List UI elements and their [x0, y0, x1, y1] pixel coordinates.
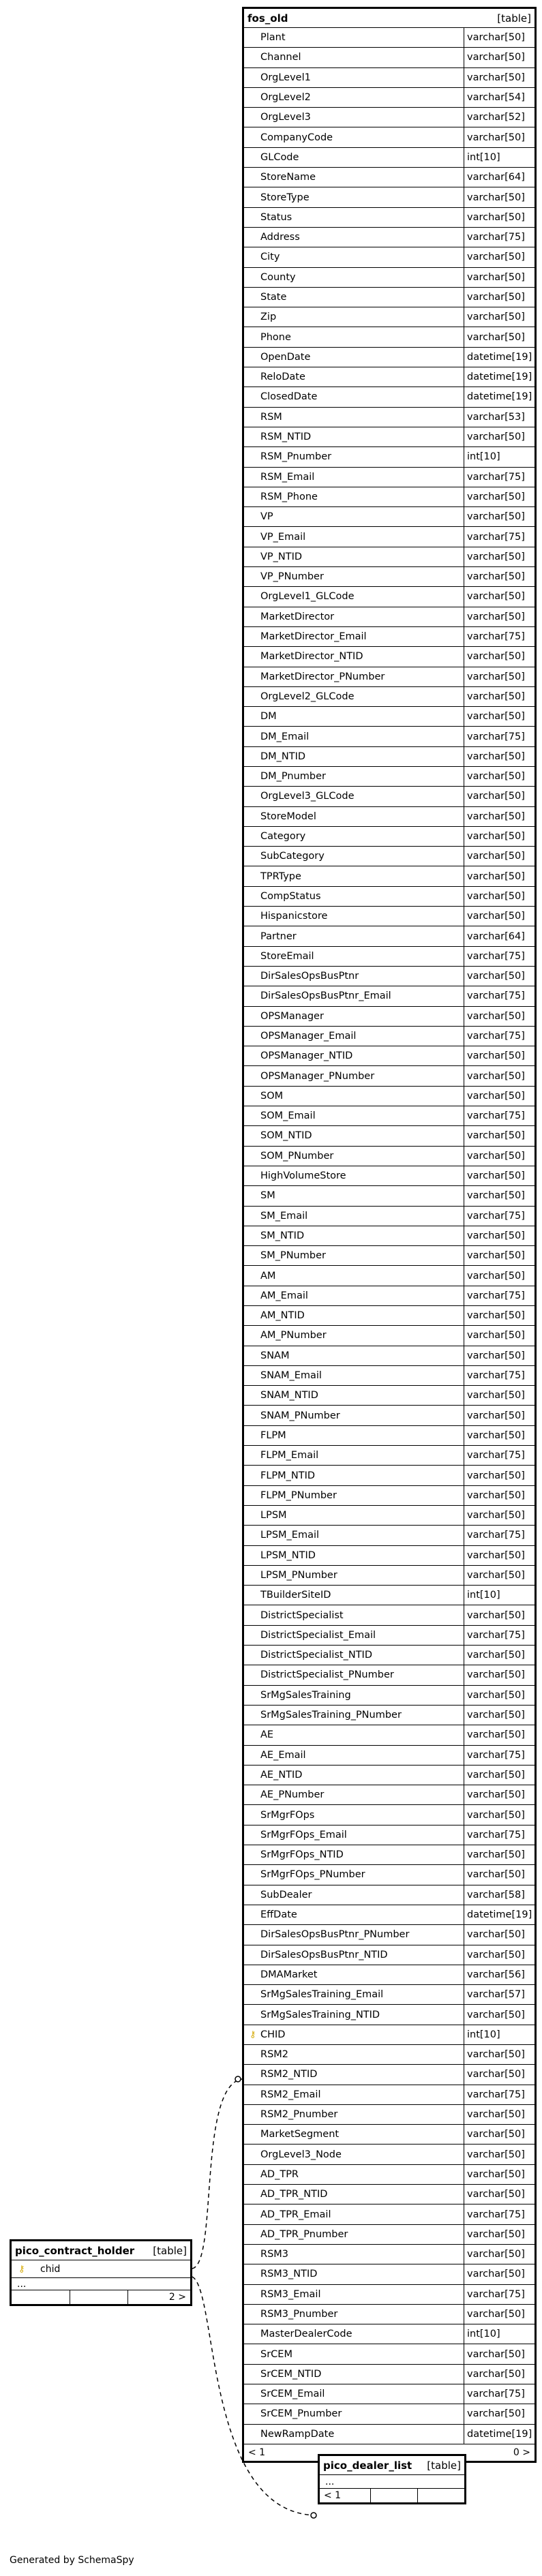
column-name: StoreEmail [244, 947, 464, 966]
column-name: SOM_PNumber [244, 1147, 464, 1166]
column-name: MarketDirector [244, 607, 464, 626]
table-kind: [table] [153, 2244, 187, 2257]
column-type: varchar[54] [467, 92, 525, 104]
column-name: SrCEM_NTID [244, 2365, 464, 2384]
column-type: varchar[50] [467, 1230, 525, 1241]
column-name: RSM3_NTID [244, 2264, 464, 2284]
column-type: varchar[50] [467, 132, 525, 143]
column-type: varchar[50] [467, 870, 525, 882]
column-type: varchar[75] [467, 1370, 525, 1382]
column-type: varchar[75] [467, 2288, 525, 2300]
column-name: VP [244, 507, 464, 526]
column-name: CompanyCode [244, 127, 464, 147]
column-name: DistrictSpecialist_PNumber [244, 1665, 464, 1684]
column-type: varchar[50] [467, 1310, 525, 1322]
column-name: SNAM_NTID [244, 1386, 464, 1405]
column-type: varchar[50] [467, 1710, 525, 1721]
column-type: varchar[50] [467, 1849, 525, 1861]
column-type: int[10] [467, 151, 500, 163]
column-name: SrMgSalesTraining [244, 1686, 464, 1705]
column-name: DirSalesOpsBusPtnr_NTID [244, 1945, 464, 1965]
key-icon: ⚷ [18, 2264, 25, 2274]
column-type: varchar[75] [467, 1530, 525, 1541]
column-name: RSM_NTID [244, 427, 464, 446]
column-name: SNAM_Email [244, 1366, 464, 1385]
column-name: FLPM_Email [244, 1446, 464, 1465]
column-name: VP_NTID [244, 547, 464, 566]
column-type: int[10] [467, 2329, 500, 2340]
column-type: varchar[75] [467, 631, 525, 643]
column-name: FLPM [244, 1426, 464, 1445]
column-name: ReloDate [244, 367, 464, 387]
column-name: DM_Pnumber [244, 767, 464, 786]
column-type: varchar[50] [467, 1570, 525, 1581]
column-name: AE_NTID [244, 1766, 464, 1785]
column-type: varchar[50] [467, 1549, 525, 1561]
column-name: RSM2_Pnumber [244, 2105, 464, 2124]
column-name: Status [244, 208, 464, 227]
column-name: Plant [244, 28, 464, 47]
column-type: datetime[19] [467, 2428, 532, 2440]
column-type: varchar[50] [467, 611, 525, 622]
column-name: SrCEM_Email [244, 2384, 464, 2404]
column-type: varchar[50] [467, 1070, 525, 1082]
column-name: VP_PNumber [244, 567, 464, 586]
column-name: RSM2_Email [244, 2085, 464, 2104]
column-name: MarketSegment [244, 2125, 464, 2144]
column-type: varchar[50] [467, 2249, 525, 2260]
table-name[interactable]: pico_contract_holder [15, 2244, 135, 2257]
column-type: varchar[50] [467, 2348, 525, 2360]
column-type: datetime[19] [467, 391, 532, 403]
column-name: AD_TPR_NTID [244, 2185, 464, 2204]
column-name: SrMgSalesTraining_Email [244, 1985, 464, 2004]
column-name: Channel [244, 48, 464, 67]
column-type: varchar[50] [467, 2009, 525, 2020]
column-type: varchar[75] [467, 2389, 525, 2400]
column-type: varchar[50] [467, 1789, 525, 1801]
column-name: LPSM_NTID [244, 1546, 464, 1565]
column-type: varchar[50] [467, 1729, 525, 1741]
column-name: State [244, 288, 464, 307]
column-name: OPSManager_Email [244, 1027, 464, 1046]
column-type: varchar[75] [467, 731, 525, 742]
column-name: SM_Email [244, 1207, 464, 1226]
column-type: varchar[53] [467, 411, 525, 423]
column-type: varchar[50] [467, 1510, 525, 1521]
column-name: DM [244, 707, 464, 726]
column-type: varchar[52] [467, 112, 525, 123]
column-type: varchar[50] [467, 331, 525, 343]
column-type: varchar[50] [467, 2109, 525, 2121]
column-name: DM_Email [244, 727, 464, 746]
column-name: SOM_NTID [244, 1126, 464, 1145]
column-type: varchar[50] [467, 1489, 525, 1501]
column-name: OrgLevel2_GLCode [244, 687, 464, 706]
column-type: datetime[19] [467, 372, 532, 383]
column-type: varchar[50] [467, 2149, 525, 2160]
column-name: MarketDirector_Email [244, 627, 464, 646]
column-type: varchar[50] [467, 791, 525, 802]
column-type: varchar[50] [467, 890, 525, 902]
column-name: AM_NTID [244, 1306, 464, 1325]
column-type: varchar[50] [467, 1869, 525, 1881]
column-name: Partner [244, 926, 464, 945]
column-name: RSM2_NTID [244, 2065, 464, 2084]
column-name: RSM [244, 408, 464, 427]
children-link[interactable]: 2 > [168, 2292, 187, 2303]
column-name: StoreType [244, 187, 464, 207]
column-type: varchar[75] [467, 1629, 525, 1641]
column-name: City [244, 247, 464, 267]
column-type: varchar[50] [467, 192, 525, 203]
column-type: varchar[75] [467, 2089, 525, 2100]
column-name: chid [40, 2263, 61, 2275]
column-type: varchar[50] [467, 1609, 525, 1621]
column-type: varchar[50] [467, 1410, 525, 1421]
column-type: varchar[50] [467, 671, 525, 682]
column-name: AM_Email [244, 1286, 464, 1305]
column-type: varchar[50] [467, 1809, 525, 1821]
column-name: RSM_Email [244, 468, 464, 487]
column-name: OpenDate [244, 348, 464, 367]
column-type: varchar[75] [467, 471, 525, 483]
column-type: varchar[50] [467, 1130, 525, 1142]
table-kind: [table] [497, 12, 531, 25]
column-type: varchar[50] [467, 2228, 525, 2240]
column-type: varchar[75] [467, 990, 525, 1002]
column-name: FLPM_NTID [244, 1466, 464, 1485]
column-type: varchar[50] [467, 511, 525, 523]
column-type: varchar[50] [467, 2129, 525, 2140]
column-type: int[10] [467, 1590, 500, 1601]
column-type: varchar[50] [467, 1050, 525, 1062]
column-type: varchar[50] [467, 2408, 525, 2420]
column-name: DirSalesOpsBusPtnr_Email [244, 986, 464, 1005]
column-name: SM_PNumber [244, 1246, 464, 1265]
column-type: varchar[50] [467, 2308, 525, 2320]
column-type: varchar[57] [467, 1989, 525, 2001]
column-type: varchar[75] [467, 232, 525, 243]
column-type: varchar[75] [467, 1030, 525, 1042]
column-name: SOM_Email [244, 1106, 464, 1125]
column-name: SrCEM_Pnumber [244, 2404, 464, 2423]
column-type: varchar[75] [467, 1210, 525, 1222]
column-type: varchar[50] [467, 711, 525, 723]
column-name: SrMgrFOps_PNumber [244, 1865, 464, 1884]
column-type: varchar[75] [467, 1829, 525, 1840]
column-type: varchar[50] [467, 252, 525, 263]
column-name: SrMgSalesTraining_PNumber [244, 1706, 464, 1725]
column-name: HighVolumeStore [244, 1166, 464, 1185]
column-type: varchar[50] [467, 810, 525, 822]
column-name: County [244, 268, 464, 287]
column-type: varchar[50] [467, 1170, 525, 1182]
column-name: RSM3 [244, 2245, 464, 2264]
column-name: OrgLevel2 [244, 88, 464, 107]
column-name: LPSM_Email [244, 1526, 464, 1545]
column-name: CHID ⚷ [244, 2025, 464, 2044]
parents-link[interactable]: < 1 [320, 2489, 371, 2502]
column-name: Address [244, 228, 464, 247]
column-name: OrgLevel3_Node [244, 2145, 464, 2164]
column-type: varchar[50] [467, 1350, 525, 1361]
column-type: varchar[50] [467, 431, 525, 443]
more-columns: ... [12, 2278, 190, 2290]
column-name: AD_TPR_Email [244, 2204, 464, 2224]
column-name: DMAMarket [244, 1965, 464, 1984]
column-name: Hispanicstore [244, 907, 464, 926]
column-name: LPSM [244, 1506, 464, 1525]
column-name: OPSManager_PNumber [244, 1066, 464, 1085]
column-name: RSM2 [244, 2045, 464, 2064]
column-name: DirSalesOpsBusPtnr [244, 967, 464, 986]
column-name: MarketDirector_NTID [244, 647, 464, 666]
column-type: varchar[50] [467, 271, 525, 283]
column-type: varchar[50] [467, 292, 525, 303]
column-name: TPRType [244, 866, 464, 885]
column-type: varchar[50] [467, 971, 525, 982]
generated-by-label: Generated by SchemaSpy [10, 2555, 134, 2566]
column-name: AM_PNumber [244, 1326, 464, 1345]
more-columns: ... [320, 2475, 464, 2489]
column-type: varchar[50] [467, 1270, 525, 1282]
column-name: RSM_Pnumber [244, 447, 464, 466]
column-name: SrMgrFOps_NTID [244, 1845, 464, 1864]
column-name: OPSManager [244, 1007, 464, 1026]
column-name: SubDealer [244, 1885, 464, 1905]
column-name: CompStatus [244, 887, 464, 906]
parents-link[interactable]: < 1 [248, 2446, 266, 2458]
column-type: varchar[56] [467, 1969, 525, 1980]
column-name: AD_TPR [244, 2165, 464, 2184]
column-type: varchar[64] [467, 172, 525, 183]
relationship-line-contract-holder [192, 2079, 242, 2269]
column-type: varchar[50] [467, 1769, 525, 1781]
column-name: SrMgSalesTraining_NTID [244, 2005, 464, 2024]
column-type: varchar[50] [467, 491, 525, 502]
column-type: varchar[50] [467, 771, 525, 783]
column-name: OrgLevel1_GLCode [244, 587, 464, 606]
column-type: varchar[75] [467, 950, 525, 962]
column-name: Category [244, 827, 464, 846]
column-name: MarketDirector_PNumber [244, 667, 464, 686]
column-type: varchar[50] [467, 1470, 525, 1481]
column-type: varchar[50] [467, 691, 525, 702]
column-name: VP_Email [244, 527, 464, 546]
column-name: SNAM [244, 1346, 464, 1365]
column-type: varchar[50] [467, 1150, 525, 1162]
column-type: varchar[50] [467, 52, 525, 63]
column-name: GLCode [244, 148, 464, 167]
column-name: ClosedDate [244, 387, 464, 406]
column-name: StoreModel [244, 807, 464, 826]
column-type: varchar[50] [467, 2168, 525, 2180]
column-type: varchar[75] [467, 1450, 525, 1461]
column-type: varchar[50] [467, 1330, 525, 1342]
column-name: SNAM_PNumber [244, 1406, 464, 1425]
column-name: RSM_Phone [244, 487, 464, 506]
column-name: AM [244, 1266, 464, 1285]
column-type: varchar[50] [467, 591, 525, 603]
column-type: varchar[50] [467, 2049, 525, 2061]
column-name: OrgLevel1 [244, 68, 464, 87]
column-type: int[10] [467, 451, 500, 463]
column-type: varchar[50] [467, 32, 525, 44]
relationship-end-marker [311, 2513, 316, 2518]
column-name: LPSM_PNumber [244, 1566, 464, 1585]
column-type: int[10] [467, 2029, 500, 2040]
column-name: MasterDealerCode [244, 2324, 464, 2344]
column-type: datetime[19] [467, 1909, 532, 1921]
column-name: AD_TPR_Pnumber [244, 2225, 464, 2244]
column-type: varchar[50] [467, 1090, 525, 1102]
column-type: varchar[50] [467, 1689, 525, 1701]
column-name: DistrictSpecialist_Email [244, 1626, 464, 1645]
column-name: AE_Email [244, 1746, 464, 1765]
column-type: varchar[75] [467, 1290, 525, 1301]
column-name: StoreName [244, 168, 464, 187]
column-type: varchar[50] [467, 2269, 525, 2280]
column-type: varchar[58] [467, 1889, 525, 1900]
column-name: SubCategory [244, 847, 464, 866]
children-link[interactable]: 0 > [513, 2446, 530, 2458]
column-type: varchar[50] [467, 831, 525, 843]
column-type: varchar[50] [467, 2368, 525, 2380]
column-name: OrgLevel3_GLCode [244, 787, 464, 806]
column-type: varchar[50] [467, 851, 525, 862]
relationship-end-marker [235, 2076, 241, 2082]
column-type: varchar[50] [467, 651, 525, 663]
column-type: datetime[19] [467, 351, 532, 363]
column-type: varchar[75] [467, 2209, 525, 2220]
column-type: varchar[75] [467, 1110, 525, 1122]
column-type: varchar[50] [467, 911, 525, 922]
column-type: varchar[50] [467, 72, 525, 83]
column-name: SOM [244, 1087, 464, 1106]
column-name: EffDate [244, 1905, 464, 1924]
column-type: varchar[50] [467, 751, 525, 762]
column-name: SM [244, 1186, 464, 1205]
column-type: varchar[50] [467, 1010, 525, 1022]
column-type: varchar[50] [467, 1250, 525, 1262]
column-name: Zip [244, 307, 464, 327]
column-name: SM_NTID [244, 1226, 464, 1245]
column-type: varchar[50] [467, 1669, 525, 1681]
column-type: varchar[50] [467, 1650, 525, 1661]
column-type: varchar[50] [467, 211, 525, 223]
column-type: varchar[50] [467, 1390, 525, 1401]
column-name: DM_NTID [244, 747, 464, 766]
column-name: SrMgrFOps_Email [244, 1825, 464, 1845]
relationship-line-dealer-list [192, 2277, 318, 2515]
table-kind: [table] [427, 2459, 461, 2472]
column-name: DirSalesOpsBusPtnr_PNumber [244, 1925, 464, 1944]
column-name: DistrictSpecialist [244, 1605, 464, 1624]
column-type: varchar[64] [467, 930, 525, 942]
column-name: FLPM_PNumber [244, 1486, 464, 1505]
column-type: varchar[50] [467, 1949, 525, 1960]
column-name: TBuilderSiteID [244, 1586, 464, 1605]
column-name: SrMgrFOps [244, 1805, 464, 1824]
column-name: Phone [244, 327, 464, 346]
column-type: varchar[50] [467, 1929, 525, 1941]
column-name: AE [244, 1725, 464, 1744]
column-name: OPSManager_NTID [244, 1046, 464, 1065]
column-type: varchar[50] [467, 551, 525, 562]
table-name[interactable]: fos_old [247, 12, 288, 25]
column-name: NewRampDate [244, 2425, 464, 2444]
column-name: DistrictSpecialist_NTID [244, 1646, 464, 1665]
column-name: SrCEM [244, 2344, 464, 2363]
column-type: varchar[75] [467, 531, 525, 543]
column-type: varchar[50] [467, 1429, 525, 1441]
column-name: OrgLevel3 [244, 108, 464, 127]
column-name: RSM3_Pnumber [244, 2305, 464, 2324]
column-name: RSM3_Email [244, 2285, 464, 2304]
column-name: AE_PNumber [244, 1785, 464, 1804]
column-type: varchar[50] [467, 2189, 525, 2200]
column-type: varchar[75] [467, 1749, 525, 1761]
column-type: varchar[50] [467, 1190, 525, 1202]
column-type: varchar[50] [467, 571, 525, 583]
key-icon: ⚷ [250, 2029, 256, 2040]
column-type: varchar[50] [467, 312, 525, 323]
column-type: varchar[50] [467, 2069, 525, 2080]
table-name[interactable]: pico_dealer_list [323, 2459, 412, 2472]
